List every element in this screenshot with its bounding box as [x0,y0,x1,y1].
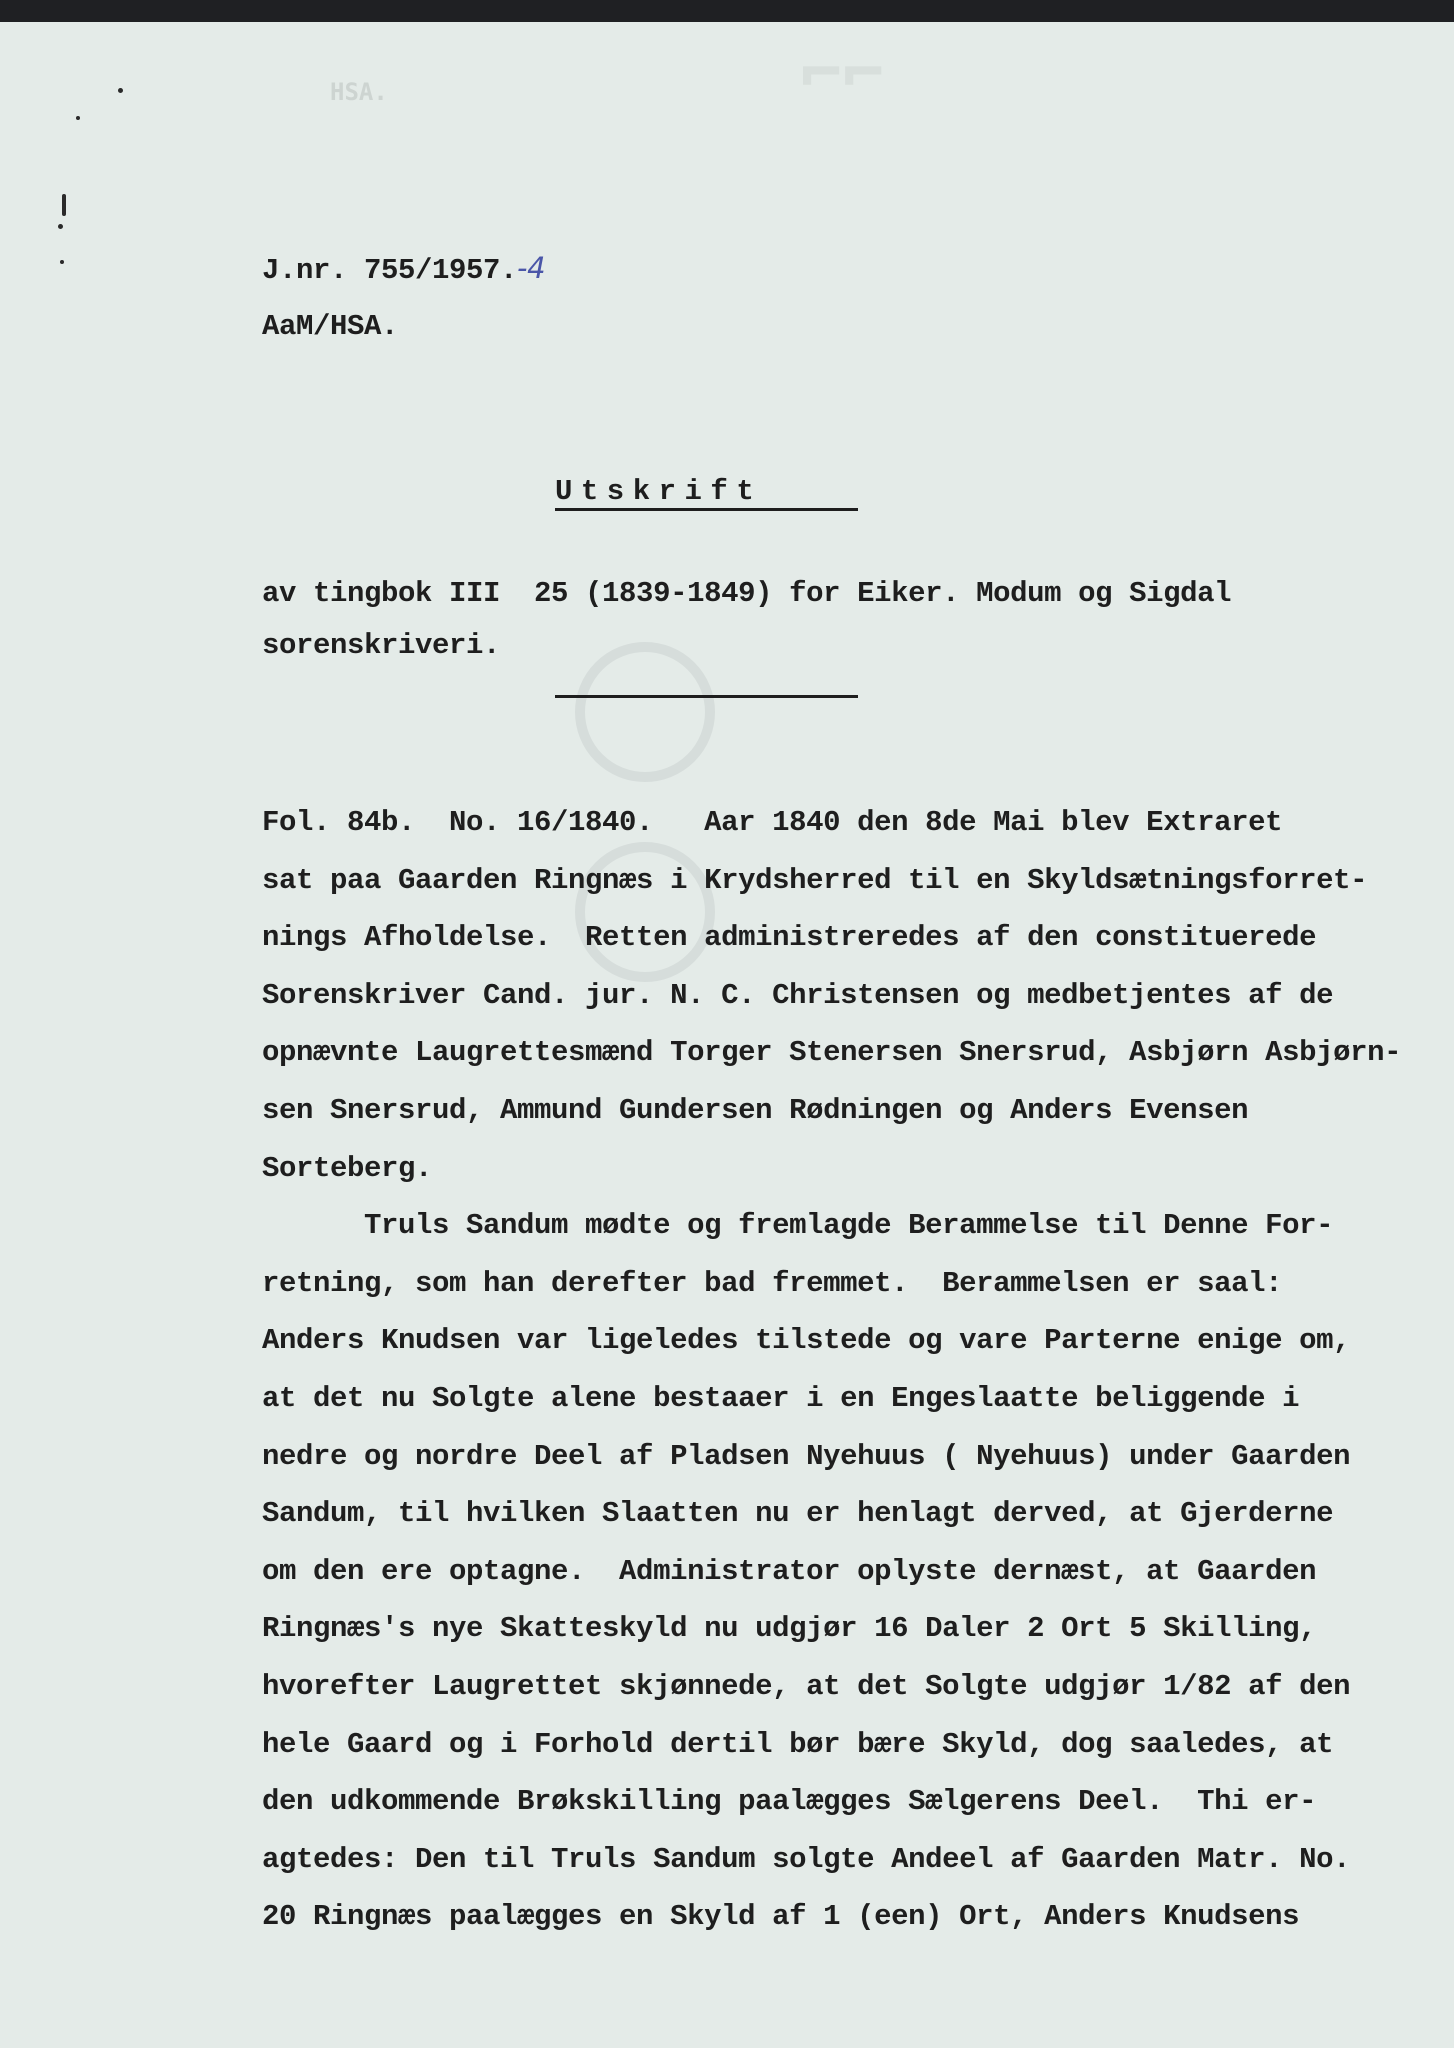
journal-number: J.nr. 755/1957. [262,254,518,287]
body-line: Anders Knudsen var ligeledes tilstede og vare Parterne enige om, [262,1324,1351,1358]
body-line: nings Afholdelse. Retten administreredes af den constituerede [262,921,1317,955]
intro-paragraph [262,568,1231,672]
handwritten-suffix: -4 [517,251,546,285]
body-line: Ringnæs's nye Skatteskyld nu udgjør 16 Daler 2 Ort 5 Skilling, [262,1612,1317,1646]
intro-line: av tingbok III 25 (1839-1849) for Eiker. Modum og Sigdal [262,577,1232,610]
body-line: Fol. 84b. No. 16/1840. Aar 1840 den 8de Mai blev Extraret [262,806,1283,839]
body-line: Sandum, til hvilken Slaatten nu er henlagt derved, at Gjerderne [262,1497,1334,1531]
body-line: hele Gaard og i Forhold dertil bør bære Skyld, dog saaledes, at [262,1727,1334,1761]
body-line: 20 Ringnæs paalægges en Skyld af 1 (een) Ort, Anders Knudsens [262,1900,1300,1934]
body-line: at det nu Solgte alene bestaaer i en Engeslaatte beliggende i [262,1381,1300,1415]
document-page [0,22,1454,2048]
intro-line: sorenskriveri. [262,629,501,662]
body-line: Sorenskriver Cand. jur. N. C. Christensen og medbetjentes af de [262,978,1334,1012]
journal-header [262,240,545,355]
body-line: nedre og nordre Deel af Pladsen Nyehuus ( Nyehuus) under Gaarden [262,1439,1351,1473]
bleed-through-text: HSA. [330,78,388,106]
body-line: sat paa Gaarden Ringnæs i Krydsherred til en Skyldsætningsforret- [262,863,1368,897]
body-text [262,794,1401,1946]
body-line: sen Snersrud, Ammund Gundersen Rødningen og Anders Evensen [262,1093,1249,1127]
section-divider [555,695,858,698]
body-line: den udkommende Brøkskilling paalægges Sælgerens Deel. Thi er- [262,1785,1317,1819]
reference-initials: AaM/HSA. [262,310,399,343]
document-title: Utskrift [555,475,763,508]
body-line: retning, som han derefter bad fremmet. Berammelsen er saal: [262,1266,1283,1300]
body-line: agtedes: Den til Truls Sandum solgte Andeel af Gaarden Matr. No. [262,1842,1351,1876]
body-line: Truls Sandum mødte og fremlagde Berammelse til Denne For- [262,1209,1334,1243]
bleed-through-mark: ⌐⌐ [800,32,885,114]
body-line: om den ere optagne. Administrator oplyste dernæst, at Gaarden [262,1554,1317,1588]
body-line: opnævnte Laugrettesmænd Torger Stenersen Snersrud, Asbjørn Asbjørn- [262,1036,1402,1070]
title-underline [555,508,858,511]
body-line: hvorefter Laugrettet skjønnede, at det Solgte udgjør 1/82 af den [262,1669,1351,1703]
body-line: Sorteberg. [262,1151,433,1185]
